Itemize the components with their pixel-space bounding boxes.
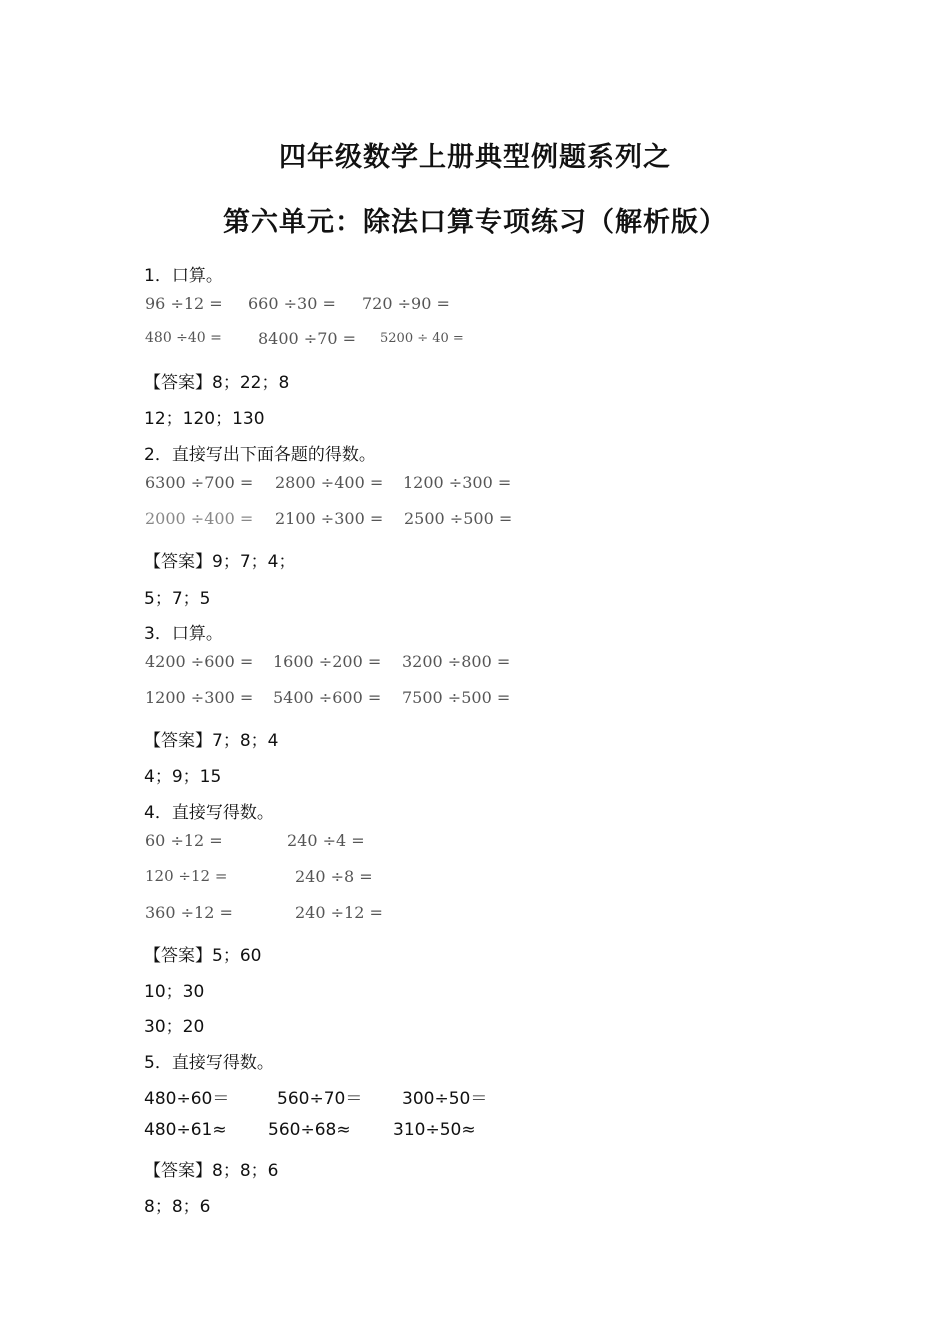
equation: 2500 ÷500 = xyxy=(404,509,513,528)
equation: 1200 ÷300 = xyxy=(145,688,254,707)
question-5-answer: 【答案】8；8；6 xyxy=(144,1161,279,1181)
equation: 310÷50≈ xyxy=(393,1120,476,1140)
document-title-line2: 第六单元：除法口算专项练习（解析版） xyxy=(223,207,727,238)
equation: 2800 ÷400 = xyxy=(275,473,384,492)
equation: 480÷60＝ xyxy=(144,1089,230,1109)
equation: 4200 ÷600 = xyxy=(145,652,254,671)
equation: 300÷50＝ xyxy=(402,1089,488,1109)
equation: 2000 ÷400 = xyxy=(145,509,254,528)
equation: 480÷61≈ xyxy=(144,1120,227,1140)
question-4-answer: 【答案】5；60 xyxy=(144,946,262,966)
equation: 1200 ÷300 = xyxy=(403,473,512,492)
question-1-prompt: 1．口算。 xyxy=(144,266,223,286)
question-4-answer-cont: 10；30 xyxy=(144,982,205,1002)
equation: 8400 ÷70 = xyxy=(258,329,357,348)
equation: 360 ÷12 = xyxy=(145,903,233,922)
equation: 720 ÷90 = xyxy=(362,294,450,313)
equation: 240 ÷8 = xyxy=(295,867,373,886)
question-2-answer: 【答案】9；7；4； xyxy=(144,552,296,572)
question-4-answer-cont: 30；20 xyxy=(144,1017,205,1037)
equation: 96 ÷12 = xyxy=(145,294,223,313)
equation: 120 ÷12 = xyxy=(145,867,228,885)
question-5-answer-cont: 8；8；6 xyxy=(144,1197,211,1217)
equation: 560÷68≈ xyxy=(268,1120,351,1140)
equation: 6300 ÷700 = xyxy=(145,473,254,492)
equation: 1600 ÷200 = xyxy=(273,652,382,671)
question-1-answer: 【答案】8；22；8 xyxy=(144,373,290,393)
equation: 480 ÷40 = xyxy=(145,330,222,346)
equation: 660 ÷30 = xyxy=(248,294,336,313)
equation: 240 ÷12 = xyxy=(295,903,383,922)
question-2-prompt: 2．直接写出下面各题的得数。 xyxy=(144,445,376,465)
equation: 60 ÷12 = xyxy=(145,831,223,850)
question-3-answer: 【答案】7；8；4 xyxy=(144,731,279,751)
equation: 240 ÷4 = xyxy=(287,831,365,850)
question-2-answer-cont: 5；7；5 xyxy=(144,589,211,609)
question-3-prompt: 3．口算。 xyxy=(144,624,223,644)
equation: 560÷70＝ xyxy=(277,1089,363,1109)
question-1-answer-cont: 12；120；130 xyxy=(144,409,265,429)
document-title-line1: 四年级数学上册典型例题系列之 xyxy=(279,142,671,173)
equation: 5200 ÷ 40 = xyxy=(380,331,464,346)
question-4-prompt: 4．直接写得数。 xyxy=(144,803,274,823)
equation: 7500 ÷500 = xyxy=(402,688,511,707)
question-5-prompt: 5．直接写得数。 xyxy=(144,1053,274,1073)
equation: 5400 ÷600 = xyxy=(273,688,382,707)
question-3-answer-cont: 4；9；15 xyxy=(144,767,222,787)
equation: 2100 ÷300 = xyxy=(275,509,384,528)
equation: 3200 ÷800 = xyxy=(402,652,511,671)
